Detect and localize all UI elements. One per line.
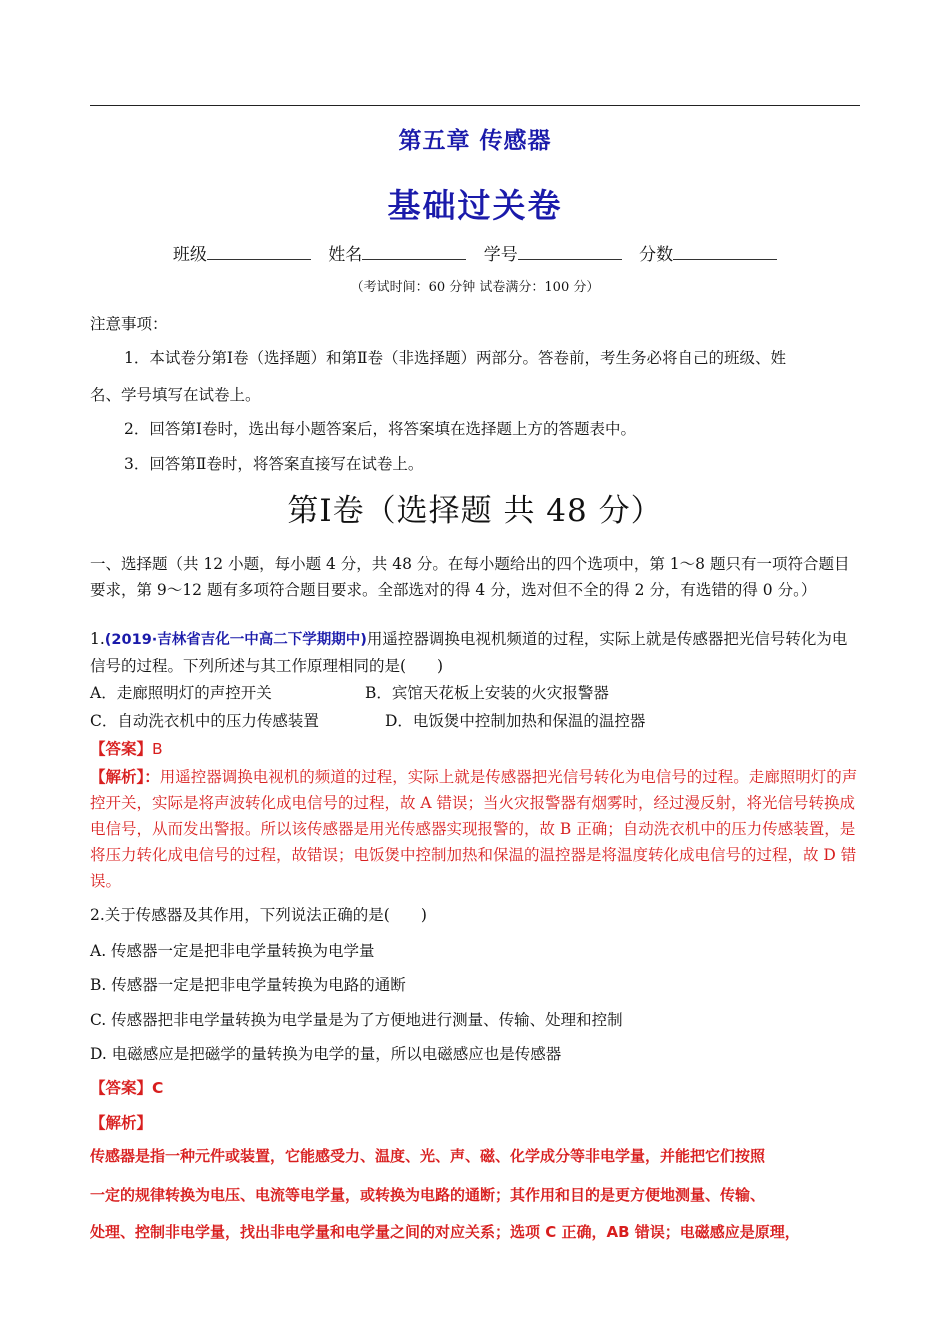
- note-item-3: 3．回答第Ⅱ卷时，将答案直接写在试卷上。: [124, 455, 424, 473]
- q2-analysis-line-1: 传感器是指一种元件或装置，它能感受力、温度、光、声、磁、化学成分等非电学量，并能把它们按照: [90, 1147, 766, 1165]
- exam-info: （考试时间：60 分钟 试卷满分：100 分）: [350, 280, 600, 295]
- q1-option-d: D．电饭煲中控制加热和保温的温控器: [385, 712, 646, 730]
- note-item-1: 1．本试卷分第Ⅰ卷（选择题）和第Ⅱ卷（非选择题）两部分。答卷前，考生务必将自己的班级、姓: [124, 349, 787, 367]
- section-title: 第Ⅰ卷（选择题 共 48 分）: [287, 493, 663, 529]
- q1-option-c: C．自动洗衣机中的压力传感装置: [90, 712, 319, 730]
- q2-option-a: A. 传感器一定是把非电学量转换为电学量: [90, 942, 375, 960]
- question-1: [90, 626, 860, 679]
- q2-answer: 【答案】C: [90, 1079, 164, 1097]
- q2-analysis-line-2: 一定的规律转换为电压、电流等电学量，或转换为电路的通断；其作用和目的是更方便地测量、传输、: [90, 1186, 766, 1204]
- field-student-id[interactable]: 学号: [484, 245, 622, 265]
- q2-analysis-line-3: 处理、控制非电学量，找出非电学量和电学量之间的对应关系；选项 C 正确，AB 错误；电磁感应是原理，: [90, 1223, 800, 1241]
- field-class[interactable]: 班级: [173, 245, 311, 265]
- q2-option-c: C. 传感器把非电学量转换为电学量是为了方便地进行测量、传输、处理和控制: [90, 1011, 623, 1029]
- note-item-2: 2．回答第Ⅰ卷时，选出每小题答案后，将答案填在选择题上方的答题表中。: [124, 420, 636, 438]
- question-stem: 用遥控器调换电视机频道的过程，实际上就是传感器把光信号转化为电信号的过程。下列所述与其工作原理相同的是( ): [90, 630, 848, 675]
- q1-option-b: B．宾馆天花板上安装的火灾报警器: [365, 684, 609, 702]
- q2-option-d: D. 电磁感应是把磁学的量转换为电学的量，所以电磁感应也是传感器: [90, 1045, 562, 1063]
- notes-heading: 注意事项：: [90, 315, 168, 333]
- field-name[interactable]: 姓名: [328, 245, 466, 265]
- note-item-1-cont: 名、学号填写在试卷上。: [90, 386, 261, 404]
- q1-option-a: A．走廊照明灯的声控开关: [90, 684, 272, 702]
- q1-analysis: 【解析】：用遥控器调换电视机的频道的过程，实际上就是传感器把光信号转化为电信号的过程。走廊照明灯的声控开关，实际是将声波转化成电信号的过程，故 A 错误；当火灾报警器有烟雾时，经过漫反射，将光信号转换成电信号，从而发出警报。所以该传感器是用光传感器实现报警的，故 B 正确；自动洗衣机中的压力传感装置，是将压力转化成电信号的过程，故错误；电饭煲中控制加热和保温的温控器是将温度转化成电信号的过程，故 D 错误。: [90, 768, 858, 890]
- page-title: 基础过关卷: [387, 186, 563, 225]
- header-rule: [90, 105, 860, 106]
- section-intro: 一、选择题（共 12 小题，每小题 4 分，共 48 分。在每小题给出的四个选项中，第 1～8 题只有一项符合题目要求，第 9～12 题有多项符合题目要求。全部选对的得 4 分，选对但不全的得 2 分，有选错的得 0 分。）: [90, 555, 850, 599]
- question-2-stem: 2.关于传感器及其作用，下列说法正确的是( ): [90, 906, 427, 924]
- student-info-fields: [0, 240, 950, 265]
- field-score[interactable]: 分数: [639, 245, 777, 265]
- question-number: 1.: [90, 630, 105, 648]
- q2-analysis-label: 【解析】: [90, 1114, 153, 1132]
- chapter-title: 第五章 传感器: [398, 128, 552, 154]
- q2-option-b: B. 传感器一定是把非电学量转换为电路的通断: [90, 976, 406, 994]
- q1-answer: 【答案】B: [90, 740, 163, 758]
- question-source: (2019·吉林省吉化一中高二下学期期中): [104, 632, 367, 648]
